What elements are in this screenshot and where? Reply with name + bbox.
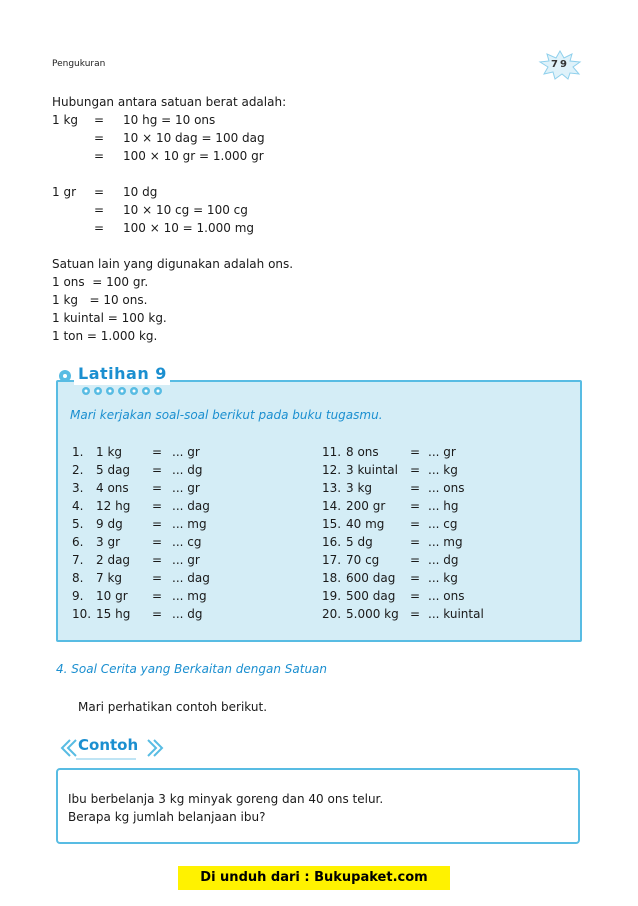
kg-row-value: 10 × 10 dag = 100 dag [123, 131, 265, 145]
kg-row-label: 1 kg [52, 113, 79, 127]
question-answer: ... gr [172, 553, 200, 567]
question-value: 4 ons [96, 481, 129, 495]
question-value: 5.000 kg [346, 607, 399, 621]
question-eq: = [410, 607, 421, 621]
example-line: Ibu berbelanja 3 kg minyak goreng dan 40 ons telur. [68, 792, 384, 806]
question-eq: = [152, 535, 163, 549]
question-value: 500 dag [346, 589, 396, 603]
question-value: 40 mg [346, 517, 385, 531]
kg-row-value: 10 hg = 10 ons [123, 113, 216, 127]
question-answer: ... dg [428, 553, 459, 567]
question-eq: = [152, 445, 163, 459]
question-value: 9 dg [96, 517, 123, 531]
question-number: 4. [72, 499, 84, 513]
gr-row-label: 1 gr [52, 185, 76, 199]
gr-row-eq: = [94, 185, 105, 199]
question-answer: ... mg [172, 589, 207, 603]
question-answer: ... ons [428, 481, 465, 495]
question-number: 11. [322, 445, 342, 459]
page-number: 79 [551, 59, 569, 70]
question-eq: = [410, 517, 421, 531]
question-eq: = [152, 463, 163, 477]
question-eq: = [152, 481, 163, 495]
question-number: 10. [72, 607, 92, 621]
question-answer: ... dag [172, 499, 210, 513]
page-number-badge [538, 50, 582, 80]
question-number: 14. [322, 499, 342, 513]
question-eq: = [152, 589, 163, 603]
question-value: 3 kuintal [346, 463, 398, 477]
question-number: 19. [322, 589, 342, 603]
question-number: 15. [322, 517, 342, 531]
weight-heading: Hubungan antara satuan berat adalah: [52, 95, 287, 109]
question-eq: = [410, 553, 421, 567]
question-value: 2 dag [96, 553, 131, 567]
question-number: 5. [72, 517, 84, 531]
gr-row-value: 100 × 10 = 1.000 mg [123, 221, 255, 235]
example-line: Berapa kg jumlah belanjaan ibu? [68, 810, 266, 824]
download-footer-banner: Di unduh dari : Bukupaket.com [178, 866, 450, 890]
question-number: 13. [322, 481, 342, 495]
question-value: 1 kg [96, 445, 123, 459]
example-title: Contoh [78, 736, 139, 754]
question-answer: ... kuintal [428, 607, 484, 621]
question-number: 2. [72, 463, 84, 477]
exercise-title: Latihan 9 [78, 364, 167, 383]
question-number: 12. [322, 463, 342, 477]
gr-row-value: 10 dg [123, 185, 158, 199]
question-number: 17. [322, 553, 342, 567]
question-answer: ... kg [428, 463, 458, 477]
question-eq: = [410, 499, 421, 513]
question-answer: ... gr [172, 445, 200, 459]
gr-row-eq: = [94, 221, 105, 235]
question-eq: = [152, 499, 163, 513]
question-value: 600 dag [346, 571, 396, 585]
question-answer: ... dg [172, 607, 203, 621]
question-number: 9. [72, 589, 84, 603]
question-number: 8. [72, 571, 84, 585]
section-title: 4. Soal Cerita yang Berkaitan dengan Satuan [56, 662, 328, 676]
exercise-instruction: Mari kerjakan soal-soal berikut pada buku tugasmu. [70, 408, 383, 422]
question-value: 8 ons [346, 445, 379, 459]
question-eq: = [152, 607, 163, 621]
question-value: 5 dg [346, 535, 373, 549]
other-unit-line: 1 ton = 1.000 kg. [52, 329, 158, 343]
other-units-heading: Satuan lain yang digunakan adalah ons. [52, 257, 294, 271]
question-answer: ... ons [428, 589, 465, 603]
question-value: 7 kg [96, 571, 123, 585]
question-answer: ... mg [172, 517, 207, 531]
question-eq: = [410, 463, 421, 477]
question-answer: ... dg [172, 463, 203, 477]
question-number: 1. [72, 445, 84, 459]
other-unit-line: 1 ons = 100 gr. [52, 275, 149, 289]
question-eq: = [410, 445, 421, 459]
question-number: 6. [72, 535, 84, 549]
question-number: 3. [72, 481, 84, 495]
kg-row-value: 100 × 10 gr = 1.000 gr [123, 149, 264, 163]
question-answer: ... cg [172, 535, 202, 549]
question-eq: = [410, 571, 421, 585]
example-box [56, 768, 580, 844]
kg-row-eq: = [94, 113, 105, 127]
kg-row-eq: = [94, 131, 105, 145]
question-answer: ... hg [428, 499, 459, 513]
question-number: 16. [322, 535, 342, 549]
question-number: 7. [72, 553, 84, 567]
gr-row-value: 10 × 10 cg = 100 cg [123, 203, 248, 217]
question-answer: ... kg [428, 571, 458, 585]
question-value: 15 hg [96, 607, 131, 621]
kg-row-eq: = [94, 149, 105, 163]
question-eq: = [152, 571, 163, 585]
question-eq: = [152, 553, 163, 567]
question-value: 70 cg [346, 553, 380, 567]
question-answer: ... mg [428, 535, 463, 549]
running-header: Pengukuran [52, 59, 106, 69]
question-value: 3 gr [96, 535, 120, 549]
other-unit-line: 1 kuintal = 100 kg. [52, 311, 167, 325]
section-body: Mari perhatikan contoh berikut. [78, 700, 268, 714]
question-value: 5 dag [96, 463, 131, 477]
question-value: 200 gr [346, 499, 386, 513]
question-value: 3 kg [346, 481, 373, 495]
question-answer: ... cg [428, 517, 458, 531]
question-number: 20. [322, 607, 342, 621]
question-answer: ... gr [428, 445, 456, 459]
question-answer: ... dag [172, 571, 210, 585]
question-value: 12 hg [96, 499, 131, 513]
question-value: 10 gr [96, 589, 128, 603]
gr-row-eq: = [94, 203, 105, 217]
question-eq: = [410, 535, 421, 549]
question-eq: = [152, 517, 163, 531]
other-unit-line: 1 kg = 10 ons. [52, 293, 148, 307]
question-eq: = [410, 481, 421, 495]
question-answer: ... gr [172, 481, 200, 495]
question-number: 18. [322, 571, 342, 585]
question-eq: = [410, 589, 421, 603]
